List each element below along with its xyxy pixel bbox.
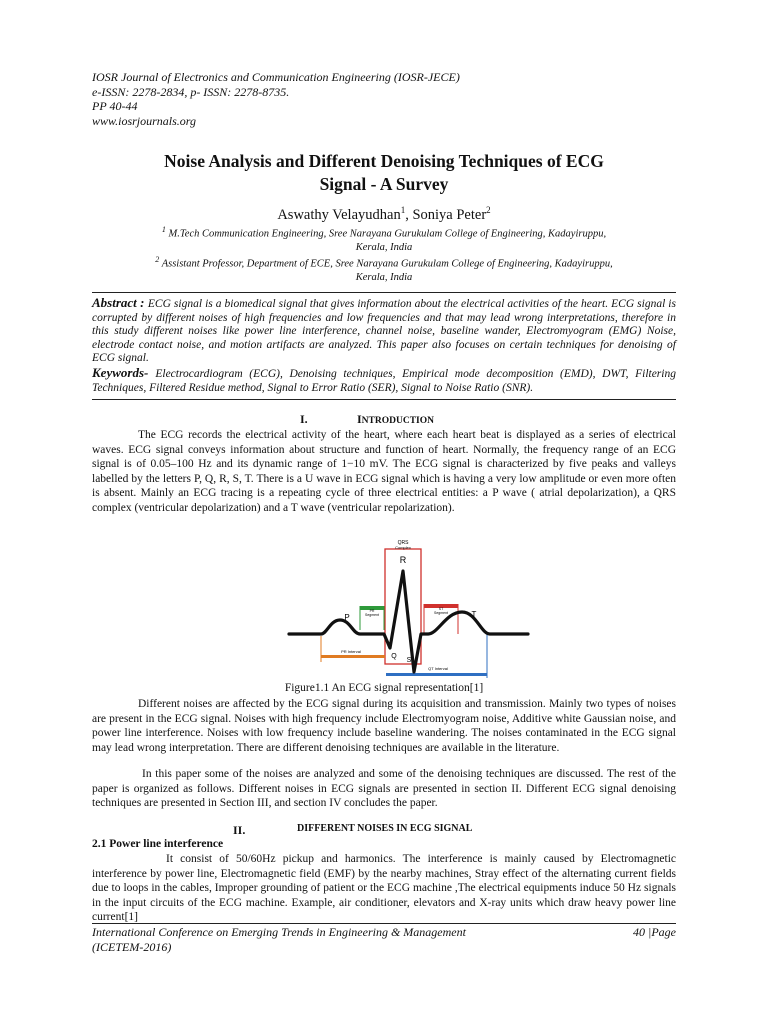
pr-interval-bar: [321, 655, 385, 658]
affiliation-2-sup: 2: [155, 255, 160, 264]
page-footer: [92, 925, 676, 955]
journal-pages: PP 40-44: [92, 99, 138, 113]
journal-name: IOSR Journal of Electronics and Communication Engineering (IOSR-JECE): [92, 70, 460, 84]
pr-interval-label: PR Interval: [341, 649, 361, 654]
subsection-2-1-title: 2.1 Power line interference: [92, 838, 224, 850]
pr-segment-label-2: Segment: [364, 613, 380, 617]
r-label: R: [399, 555, 407, 565]
journal-issn: e-ISSN: 2278-2834, p- ISSN: 2278-8735.: [92, 84, 290, 99]
author-2-sup: 2: [486, 205, 491, 215]
s-label: S: [406, 657, 412, 664]
affiliation-2-line2: Kerala, India: [355, 271, 413, 283]
complex-label: Complex: [395, 545, 411, 550]
section-1-number: I.: [300, 412, 308, 426]
affiliation-1-line1: M.Tech Communication Engineering, Sree Narayana Gurukulam College of Engineering, Kadayiruppu,: [165, 228, 607, 240]
qt-interval-bar: [386, 673, 487, 676]
keywords-text: Electrocardiogram (ECG), Denoising techniques, Empirical mode decomposition (EMD), DWT, Filtering Techniques, Filtered Residue method, Signal to Error Ratio (SER), Signal to Noise Ratio (SNR).: [92, 368, 676, 394]
qt-interval-label: QT Interval: [428, 666, 448, 671]
p-label: P: [344, 613, 350, 622]
intro-paragraph-2: Different noises are affected by the ECG signal during its acquisition and transmission. Mainly two types of noises are present in the ECG signal. Noises with high frequency include Electromyogram noise, Additive white Gaussian noise, and power line interference. Noises with low frequency include baseline wandering. The noises contaminated in the ECG signal may lead wrong interpretation. There are different denoising techniques are available in the literature.: [92, 698, 676, 754]
section-1-title-initial: I: [357, 412, 362, 426]
affiliation-1-sup: 1: [161, 225, 166, 234]
footer-conference-line1: International Conference on Emerging Trends in Engineering & Management: [92, 925, 466, 939]
keywords-label: Keywords-: [92, 365, 156, 380]
section-2-title: DIFFERENT NOISES IN ECG SIGNAL: [297, 823, 473, 834]
author-1-sup: 1: [400, 205, 406, 215]
paper-title-line2: Signal - A Survey: [319, 174, 449, 194]
footer-page-number: 40 |Page: [633, 925, 676, 939]
pr-segment-label: PR: [369, 609, 375, 613]
intro-paragraph-3: In this paper some of the noises are analyzed and some of the denoising techniques are discussed. The rest of the paper is organized as follows. Different noises in ECG signals are presented in section II. Different ECG signal denoising techniques are presented in Section III, and section IV concludes the paper.: [92, 768, 676, 810]
affiliation-2-line1: Assistant Professor, Department of ECE, Sree Narayana Gurukulam College of Engineering, Kadayiruppu,: [159, 258, 613, 270]
paper-title-line1: Noise Analysis and Different Denoising Techniques of ECG: [164, 151, 604, 171]
qrs-label: QRS: [397, 540, 409, 546]
author-separator: ,: [405, 206, 413, 223]
q-label: Q: [391, 653, 397, 660]
footer-rule: [92, 923, 676, 924]
st-segment-label-2: Segment: [433, 611, 449, 615]
intro-paragraph-1: The ECG records the electrical activity of the heart, where each heart beat is displayed as a series of electrical waves. ECG signal conveys information about structure and function of heart. Normally, the frequency range of an ECG signal is of 0.05–100 Hz and its dynamic range of 1−10 mV. The ECG signal is characterized by five peaks and valleys labelled by the letters P, Q, R, S, T. There is a U wave in ECG signal which is having a very low amplitude or even more often is absent. Mainly an ECG tracing is a repeating cycle of three electrical entities: a P wave ( atrial depolarization), a QRS complex (ventricular depolarization) and a T wave (ventricular repolarization).: [92, 429, 676, 514]
abstract-label: Abstract :: [92, 295, 148, 310]
author-1: Aswathy Velayudhan: [277, 206, 401, 223]
power-line-paragraph: It consist of 50/60Hz pickup and harmonics. The interference is mainly caused by Electromagnetic interference by power line, Electromagnetic field (EMF) by the nearby machines, Stray effect of the alternating current fields due to loops in the cables, Improper grounding of patient or the ECG machine ,The electrical equipments induce 50 Hz signals in the input circuits of the ECG machine. Example, air conditioner, elevators and X-ray units which draw heavy power line current[1]: [92, 853, 676, 924]
affiliation-1-line2: Kerala, India: [355, 241, 413, 253]
st-segment-label: ST: [438, 607, 444, 611]
t-label: T: [471, 610, 477, 619]
section-1-title-rest: NTRODUCTION: [361, 416, 434, 426]
author-2: Soniya Peter: [412, 206, 487, 223]
journal-website[interactable]: www.iosrjournals.org: [92, 113, 197, 128]
footer-conference-line2: (ICETEM-2016): [92, 940, 172, 954]
section-2-number: II.: [233, 823, 246, 837]
abstract-text: ECG signal is a biomedical signal that gives information about the electrical activities of the heart. ECG signal is corrupted by different noises of high frequencies and low frequencies and that may lead wrong interpretations, therefore in this study different noises like power line interference, channel noise, baseline wander, Electromyogram (EMG) Noise, electrode contact noise, and motion artifacts are analyzed. This paper also focuses on certain techniques for denoising of ECG signal.: [92, 298, 676, 365]
figure-caption: Figure1.1 An ECG signal representation[1]: [284, 682, 484, 694]
